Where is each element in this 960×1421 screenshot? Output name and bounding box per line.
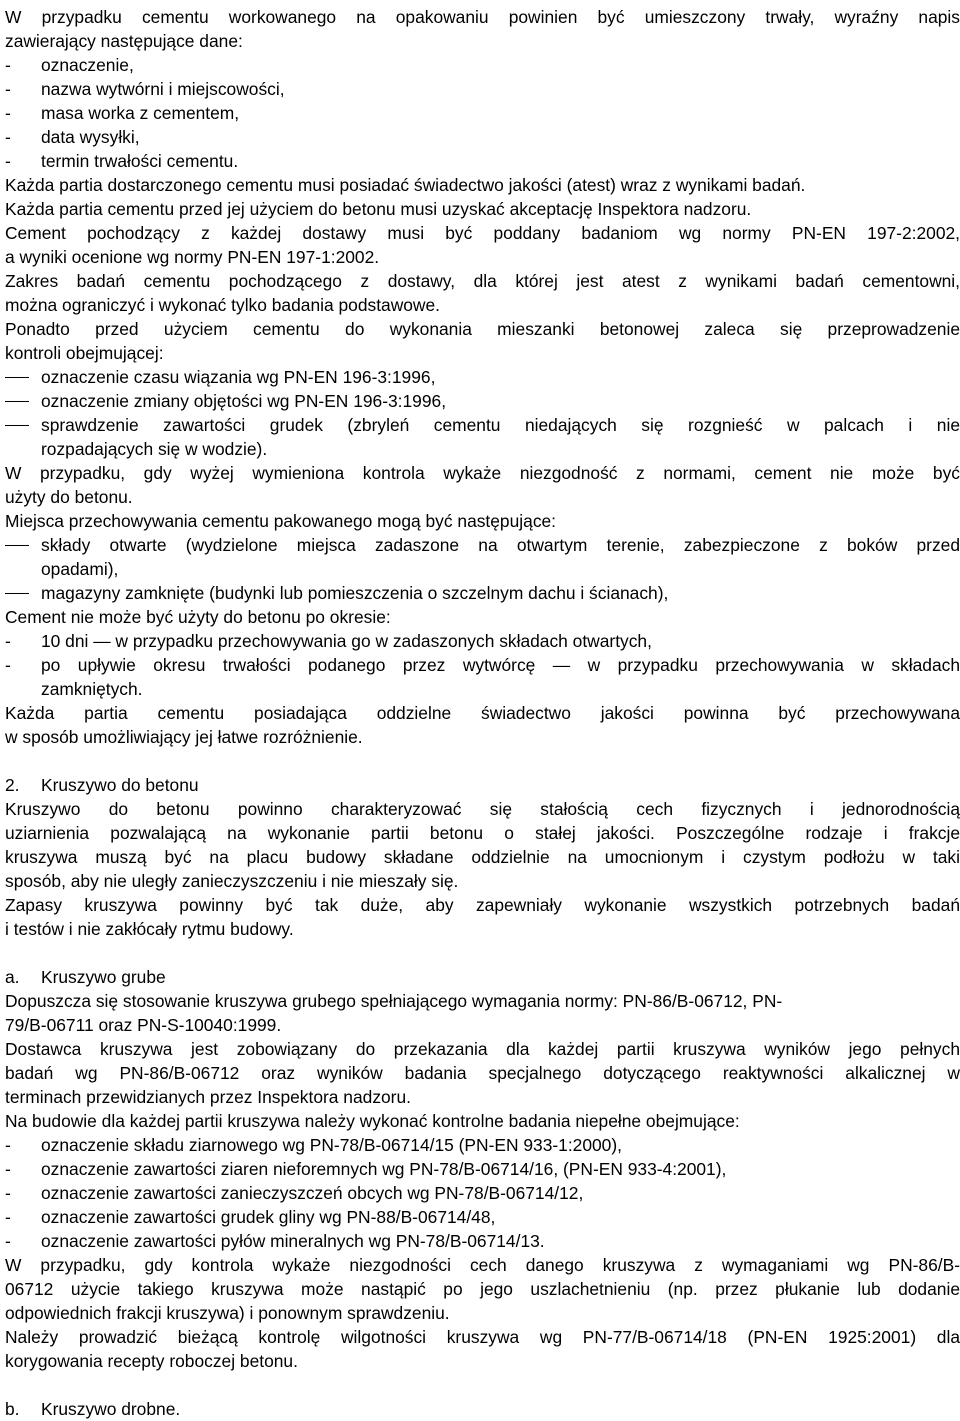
text-line: użyty do betonu. xyxy=(5,487,133,507)
list-item xyxy=(5,653,960,677)
dash-bullet-icon xyxy=(5,377,29,378)
list-item-text: zamkniętych. xyxy=(41,679,143,699)
list-item xyxy=(5,1181,960,1205)
text-line: Na budowie dla każdej partii kruszywa należy wykonać kontrolne badania niepełne obejmujące: xyxy=(5,1111,740,1131)
text-line: można ograniczyć i wykonać tylko badania podstawowe. xyxy=(5,295,440,315)
hyphen-bullet: - xyxy=(5,127,11,147)
list-item-text: rozpadających się w wodzie). xyxy=(41,439,268,459)
list-item xyxy=(5,53,960,77)
text-line: w sposób umożliwiający jej łatwe rozróżnienie. xyxy=(5,727,363,747)
list-item xyxy=(5,389,960,413)
text-line: Każda partia cementu przed jej użyciem do betonu musi uzyskać akceptację Inspektora nadzoru. xyxy=(5,199,752,219)
text-line: Cement nie może być użyty do betonu po okresie: xyxy=(5,607,391,627)
list-item-text: termin trwałości cementu. xyxy=(41,151,239,171)
hyphen-bullet: - xyxy=(5,1159,11,1179)
list-item-text: oznaczenie składu ziarnowego wg PN-78/B-06714/15 (PN-EN 933-1:2000), xyxy=(41,1135,622,1155)
list-item xyxy=(5,437,960,461)
document-page xyxy=(5,5,960,1421)
list-item-text: sprawdzenie zawartości grudek (zbryleń cementu niedających się rozgnieść w palcach i nie xyxy=(41,415,960,435)
list-item-text: 10 dni — w przypadku przechowywania go w zadaszonych składach otwartych, xyxy=(41,631,652,651)
text-line: 79/B-06711 oraz PN-S-10040:1999. xyxy=(5,1015,282,1035)
hyphen-bullet: - xyxy=(5,79,11,99)
text-line: korygowania recepty roboczej betonu. xyxy=(5,1351,298,1371)
hyphen-bullet: - xyxy=(5,1183,11,1203)
text-line: W przypadku, gdy kontrola wykaże niezgodności cech danego kruszywa z wymaganiami wg PN-86/B- xyxy=(5,1255,960,1275)
text-line: W przypadku cementu workowanego na opakowaniu powinien być umieszczony trwały, wyraźny napis xyxy=(5,7,960,27)
blank-line xyxy=(5,941,960,965)
dash-bullet-icon xyxy=(5,401,29,402)
text-line: Ponadto przed użyciem cementu do wykonania mieszanki betonowej zaleca się przeprowadzenie xyxy=(5,319,960,339)
hyphen-bullet: - xyxy=(5,103,11,123)
hyphen-bullet: - xyxy=(5,1135,11,1155)
hyphen-bullet: - xyxy=(5,655,11,675)
text-line: a wyniki ocenione wg normy PN-EN 197-1:2002. xyxy=(5,247,380,267)
list-item xyxy=(5,557,960,581)
section-heading xyxy=(5,965,960,989)
list-item xyxy=(5,125,960,149)
list-item-text: masa worka z cementem, xyxy=(41,103,240,123)
text-line: terminach przewidzianych przez Inspektora nadzoru. xyxy=(5,1087,411,1107)
list-item-text: oznaczenie zawartości pyłów mineralnych wg PN-78/B-06714/13. xyxy=(41,1231,545,1251)
list-item-text: oznaczenie zmiany objętości wg PN-EN 196-3:1996, xyxy=(41,391,447,411)
list-item-text: składy otwarte (wydzielone miejsca zadaszone na otwartym terenie, zabezpieczone z boków przed xyxy=(41,535,960,555)
list-item-text: oznaczenie zawartości grudek gliny wg PN-88/B-06714/48, xyxy=(41,1207,496,1227)
text-line: Dostawca kruszywa jest zobowiązany do przekazania dla każdej partii kruszywa wyników jego pełnych xyxy=(5,1039,960,1059)
dash-bullet-icon xyxy=(5,593,29,594)
text-line: Dopuszcza się stosowanie kruszywa grubego spełniającego wymagania normy: PN-86/B-06712, PN- xyxy=(5,991,783,1011)
blank-line xyxy=(5,1373,960,1397)
list-item xyxy=(5,1157,960,1181)
list-item-text: oznaczenie czasu wiązania wg PN-EN 196-3:1996, xyxy=(41,367,436,387)
text-line: Każda partia cementu posiadająca oddzielne świadectwo jakości powinna być przechowywana xyxy=(5,703,960,723)
section-number: b. xyxy=(5,1399,20,1419)
list-item xyxy=(5,629,960,653)
list-item xyxy=(5,365,960,389)
list-item xyxy=(5,77,960,101)
list-item xyxy=(5,581,960,605)
hyphen-bullet: - xyxy=(5,1231,11,1251)
section-title: Kruszywo grube xyxy=(41,967,166,987)
list-item-text: nazwa wytwórni i miejscowości, xyxy=(41,79,285,99)
blank-line xyxy=(5,749,960,773)
list-item-text: oznaczenie zawartości ziaren nieforemnych wg PN-78/B-06714/16, (PN-EN 933-4:2001), xyxy=(41,1159,727,1179)
text-line: W przypadku, gdy wyżej wymieniona kontrola wykaże niezgodność z normami, cement nie może być xyxy=(5,463,960,483)
text-line: Każda partia dostarczonego cementu musi posiadać świadectwo jakości (atest) wraz z wynikami badań. xyxy=(5,175,806,195)
list-item-text: opadami), xyxy=(41,559,119,579)
list-item-text: magazyny zamknięte (budynki lub pomieszczenia o szczelnym dachu i ścianach), xyxy=(41,583,669,603)
text-line: kruszywa muszą być na placu budowy składane oddzielnie na umocnionym i czystym podłożu w taki xyxy=(5,847,960,867)
text-line: odpowiednich frakcji kruszywa) i ponownym sprawdzeniu. xyxy=(5,1303,450,1323)
text-line: Kruszywo do betonu powinno charakteryzować się stałością cech fizycznych i jednorodnością xyxy=(5,799,960,819)
text-line: i testów i nie zakłócały rytmu budowy. xyxy=(5,919,294,939)
section-title: Kruszywo do betonu xyxy=(41,775,199,795)
list-item xyxy=(5,677,960,701)
list-item xyxy=(5,149,960,173)
text-line: Miejsca przechowywania cementu pakowanego mogą być następujące: xyxy=(5,511,557,531)
dash-bullet-icon xyxy=(5,545,29,546)
text-line: Należy prowadzić bieżącą kontrolę wilgotności kruszywa wg PN-77/B-06714/18 (PN-EN 1925:2001) dla xyxy=(5,1327,960,1347)
list-item-text: oznaczenie zawartości zanieczyszczeń obcych wg PN-78/B-06714/12, xyxy=(41,1183,584,1203)
list-item xyxy=(5,1205,960,1229)
list-item xyxy=(5,101,960,125)
section-heading xyxy=(5,1397,960,1421)
list-item xyxy=(5,413,960,437)
text-line: Zakres badań cementu pochodzącego z dostawy, dla której jest atest z wynikami badań cementowni, xyxy=(5,271,960,291)
text-line: kontroli obejmującej: xyxy=(5,343,164,363)
text-line: Cement pochodzący z każdej dostawy musi być poddany badaniom wg normy PN-EN 197-2:2002, xyxy=(5,223,960,243)
list-item xyxy=(5,1133,960,1157)
text-line: 06712 użycie takiego kruszywa może nastąpić po jego uszlachetnieniu (np. przez płukanie lub dodanie xyxy=(5,1279,960,1299)
text-line: Zapasy kruszywa powinny być tak duże, aby zapewniały wykonanie wszystkich potrzebnych badań xyxy=(5,895,960,915)
list-item-text: po upływie okresu trwałości podanego przez wytwórcę — w przypadku przechowywania w składach xyxy=(41,655,960,675)
hyphen-bullet: - xyxy=(5,1207,11,1227)
section-number: 2. xyxy=(5,775,20,795)
section-number: a. xyxy=(5,967,20,987)
dash-bullet-icon xyxy=(5,425,29,426)
hyphen-bullet: - xyxy=(5,631,11,651)
list-item-text: oznaczenie, xyxy=(41,55,134,75)
list-item xyxy=(5,533,960,557)
text-line: badań wg PN-86/B-06712 oraz wyników badania specjalnego dotyczącego reaktywności alkalicznej w xyxy=(5,1063,960,1083)
text-line: zawierający następujące dane: xyxy=(5,31,243,51)
list-item-text: data wysyłki, xyxy=(41,127,140,147)
text-line: sposób, aby nie uległy zanieczyszczeniu i nie mieszały się. xyxy=(5,871,459,891)
hyphen-bullet: - xyxy=(5,55,11,75)
text-line: uziarnienia pozwalającą na wykonanie partii betonu o stałej jakości. Poszczególne rodzaje i frakcje xyxy=(5,823,960,843)
hyphen-bullet: - xyxy=(5,151,11,171)
section-heading xyxy=(5,773,960,797)
section-title: Kruszywo drobne. xyxy=(41,1399,181,1419)
list-item xyxy=(5,1229,960,1253)
